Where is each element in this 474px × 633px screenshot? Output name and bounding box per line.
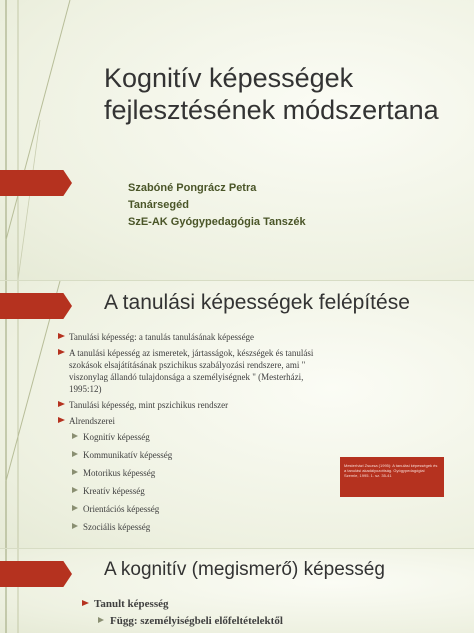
author-info (128, 180, 306, 231)
sub-list-item (72, 503, 330, 515)
list-item (58, 399, 330, 411)
sub-list-item (72, 467, 330, 479)
slide-title: A kognitív (megismerő) képesség (104, 559, 385, 580)
list-item (58, 347, 330, 395)
list-item-text: Alrendszerei (69, 416, 115, 426)
slide-marker (0, 293, 72, 319)
page-title (104, 62, 464, 126)
list-item-text: Motorikus képesség (83, 468, 156, 478)
title-line-2: fejlesztésének módszertana (104, 95, 439, 125)
source-note-box (340, 457, 444, 497)
author-name: Szabóné Pongrácz Petra (128, 182, 257, 194)
sub-list-item (72, 449, 330, 461)
bullet-arrow-icon (58, 349, 65, 355)
department: SzE-AK Gyógypedagógia Tanszék (128, 216, 306, 228)
list-item (58, 331, 330, 343)
list-item-text: Tanulási képesség: a tanulás tanulásának képessége (69, 332, 255, 342)
slide-title: A tanulási képességek felépítése (104, 291, 410, 314)
list-item (82, 597, 283, 611)
content-slide-cognitive (0, 548, 474, 633)
bullet-list (58, 331, 330, 539)
bullet-arrow-icon (72, 451, 79, 457)
decorative-lines (0, 0, 90, 280)
bullet-arrow-icon (72, 469, 79, 475)
bullet-arrow-icon (58, 333, 65, 339)
bullet-arrow-icon (72, 523, 79, 529)
title-line-1: Kognitív képességek (104, 63, 354, 93)
list-item (58, 415, 330, 427)
bullet-arrow-icon (98, 617, 105, 623)
list-item-text: Orientációs képesség (83, 504, 160, 514)
list-item-text: Függ: személyiségbeli előfeltételektől (110, 615, 283, 627)
list-item-text: Kreatív képesség (83, 486, 145, 496)
sub-list-item (72, 431, 330, 443)
list-item-text: A tanulási képesség az ismeretek, jártasságok, készségek és tanulási szokások elsajátításának pszichikus szabályozási rendszere, ami " viszonylag állandó tulajdonsága a személyiségnek " (Mesterházi, 1995:12) (69, 348, 314, 394)
list-item-text: Tanulási képesség, mint pszichikus rendszer (69, 400, 229, 410)
bullet-arrow-icon (82, 600, 89, 606)
list-item-text: Tanult képesség (94, 598, 169, 610)
bullet-arrow-icon (58, 401, 65, 407)
bullet-arrow-icon (72, 505, 79, 511)
list-item-text: Kommunikatív képesség (83, 450, 173, 460)
author-role: Tanársegéd (128, 199, 189, 211)
title-marker (0, 170, 72, 196)
bullet-list (82, 597, 283, 631)
source-note: Mesterházi Zsuzsa (1995): A tanulási képességek és a tanulási akadályozottság. Gyógypedagógiai Szemle, 1995. 1. sz. 35-41 (344, 463, 438, 478)
sub-list-item (98, 614, 283, 628)
bullet-arrow-icon (72, 487, 79, 493)
bullet-arrow-icon (72, 433, 79, 439)
list-item-text: Kognitív képesség (83, 432, 150, 442)
sub-list-item (72, 485, 330, 497)
list-item-text: Szociális képesség (83, 522, 151, 532)
bullet-arrow-icon (58, 417, 65, 423)
content-slide-structure (0, 280, 474, 549)
title-slide (0, 0, 474, 280)
sub-list-item (72, 521, 330, 533)
slide-marker (0, 561, 72, 587)
